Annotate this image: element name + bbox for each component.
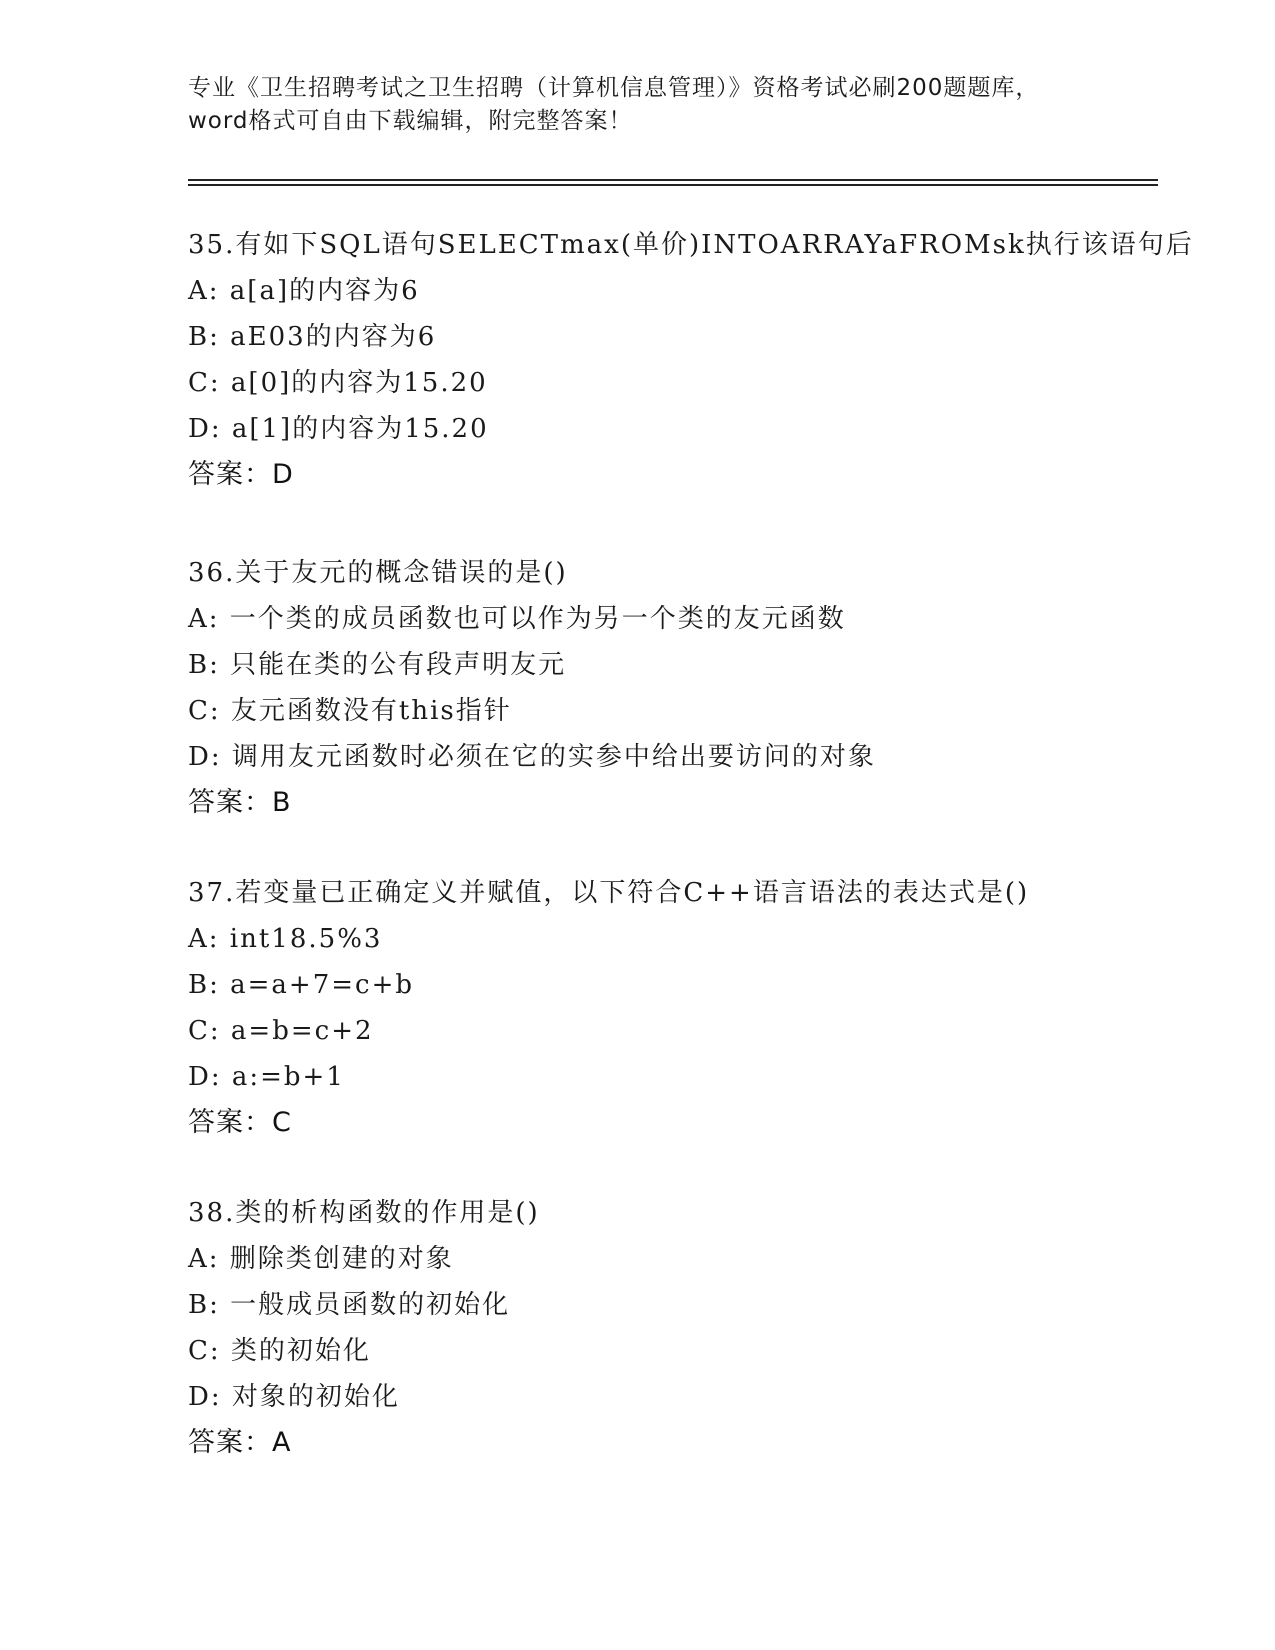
answer: 答案：A bbox=[188, 1427, 292, 1458]
header-divider-top bbox=[188, 179, 1158, 181]
option-c: C: a=b=c+2 bbox=[188, 1016, 374, 1046]
option-b: B: 只能在类的公有段声明友元 bbox=[188, 650, 567, 680]
header-line-2: word格式可自由下载编辑，附完整答案！ bbox=[188, 108, 633, 134]
question-title: 37.若变量已正确定义并赋值，以下符合C++语言语法的表达式是() bbox=[188, 878, 1030, 908]
option-a: A: a[a]的内容为6 bbox=[188, 276, 420, 306]
answer: 答案：B bbox=[188, 787, 292, 818]
option-a: A: int18.5%3 bbox=[188, 924, 383, 954]
option-c: C: 类的初始化 bbox=[188, 1336, 371, 1366]
document-header bbox=[188, 72, 1088, 138]
option-d: D: a[1]的内容为15.20 bbox=[188, 414, 489, 444]
option-b: B: aE03的内容为6 bbox=[188, 322, 437, 352]
option-d: D: 调用友元函数时必须在它的实参中给出要访问的对象 bbox=[188, 742, 876, 772]
option-a: A: 一个类的成员函数也可以作为另一个类的友元函数 bbox=[188, 604, 846, 634]
option-d: D: a:=b+1 bbox=[188, 1062, 345, 1092]
question-35 bbox=[188, 222, 1194, 498]
header-line-1: 专业《卫生招聘考试之卫生招聘（计算机信息管理）》资格考试必刷200题题库， bbox=[188, 75, 1040, 101]
option-b: B: 一般成员函数的初始化 bbox=[188, 1290, 511, 1320]
question-37 bbox=[188, 870, 1148, 1146]
option-a: A: 删除类创建的对象 bbox=[188, 1244, 454, 1274]
option-d: D: 对象的初始化 bbox=[188, 1382, 400, 1412]
answer: 答案：C bbox=[188, 1107, 292, 1138]
question-title: 35.有如下SQL语句SELECTmax(单价)INTOARRAYaFROMsk执行该语句后 bbox=[188, 230, 1194, 260]
option-c: C: a[0]的内容为15.20 bbox=[188, 368, 488, 398]
question-title: 36.关于友元的概念错误的是() bbox=[188, 558, 568, 588]
answer: 答案：D bbox=[188, 459, 294, 490]
header-divider-bottom bbox=[188, 184, 1158, 186]
option-c: C: 友元函数没有this指针 bbox=[188, 696, 512, 726]
question-38 bbox=[188, 1190, 1148, 1466]
option-b: B: a=a+7=c+b bbox=[188, 970, 415, 1000]
question-title: 38.类的析构函数的作用是() bbox=[188, 1198, 540, 1228]
question-36 bbox=[188, 550, 1148, 826]
